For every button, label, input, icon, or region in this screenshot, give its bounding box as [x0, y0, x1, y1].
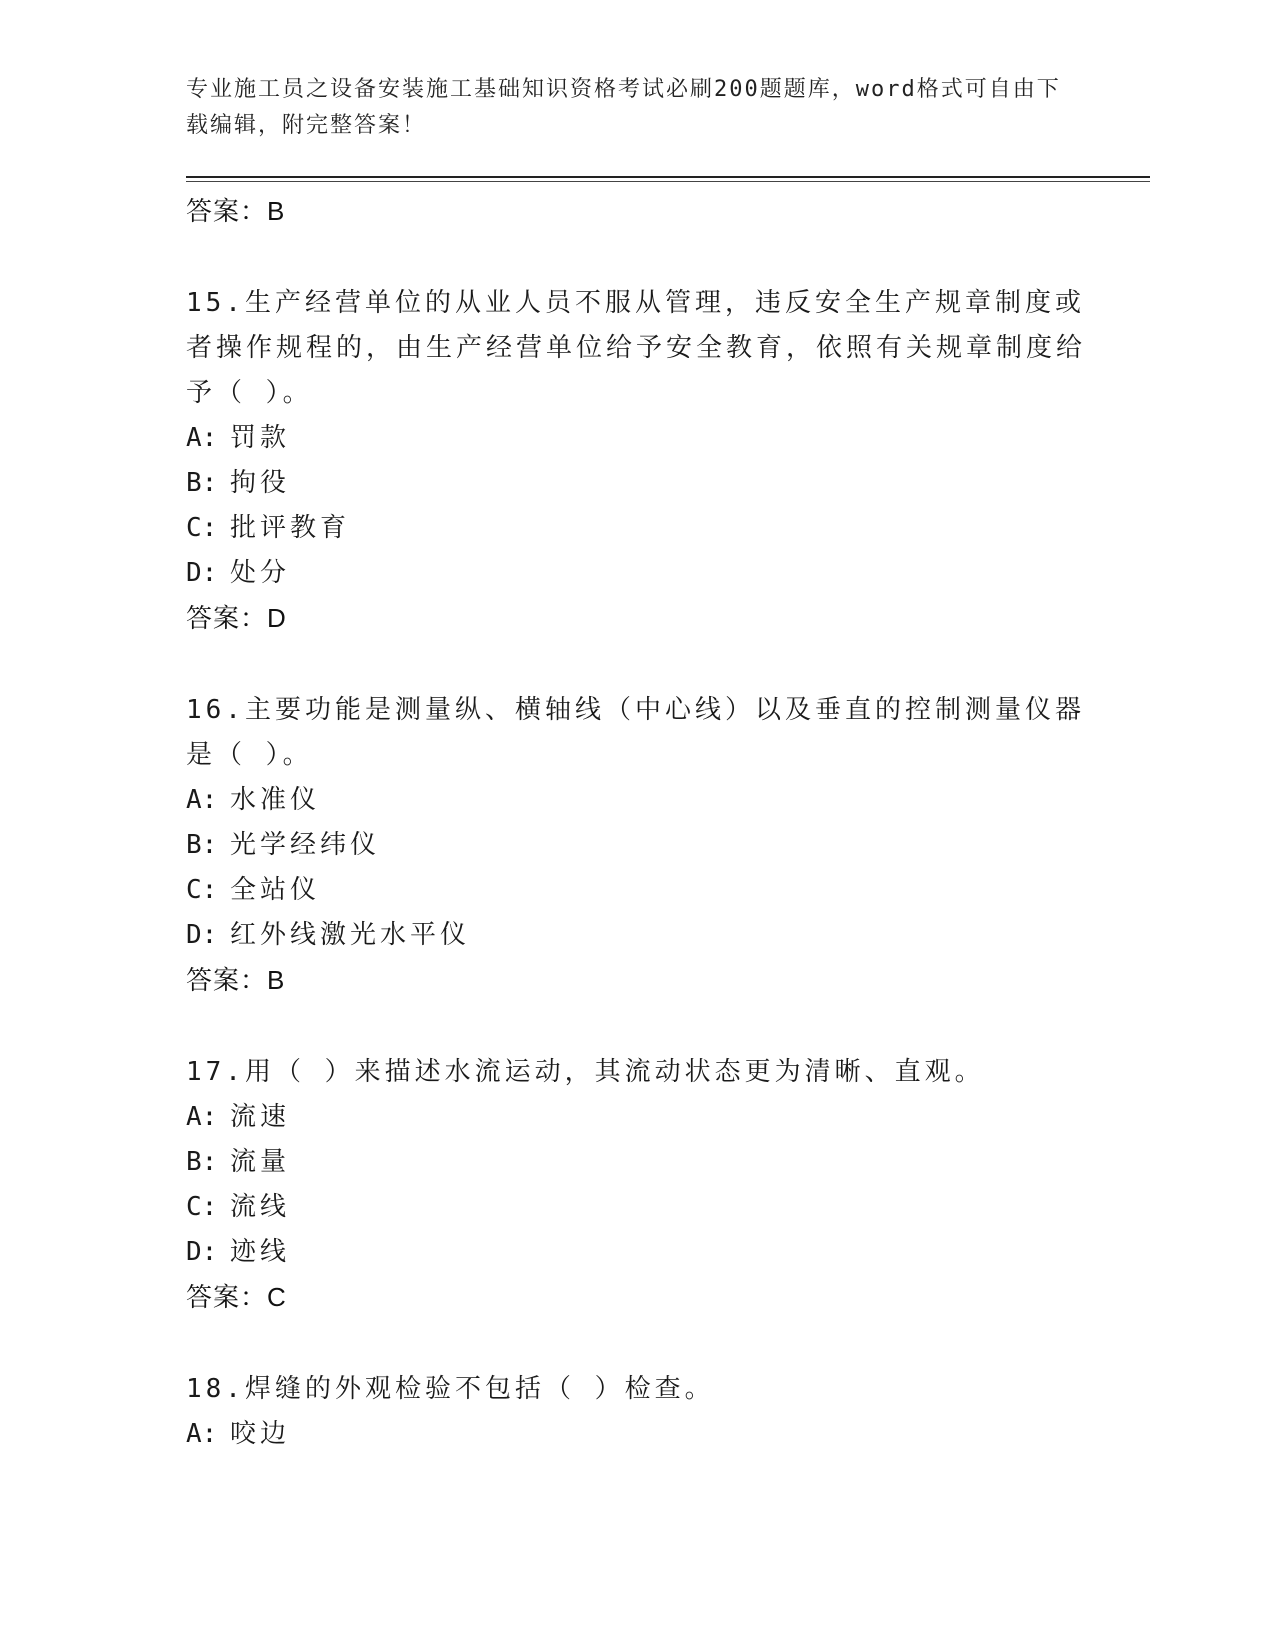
option-b [186, 461, 1086, 506]
option-c [186, 868, 1086, 913]
question-block [186, 1050, 1086, 1319]
option-b [186, 1140, 1086, 1185]
option-text: 水准仪 [230, 785, 321, 815]
answer-line: 答案：B [186, 965, 286, 995]
option-d [186, 1230, 1086, 1275]
answer-line: 答案：D [186, 603, 287, 633]
spacer [186, 1002, 1086, 1050]
option-key: A: [186, 1419, 218, 1449]
question-text: 15.生产经营单位的从业人员不服从管理，违反安全生产规章制度或者操作规程的，由生产经营单位给予安全教育，依照有关规章制度给予（ ）。 [186, 288, 1087, 408]
option-key: C: [186, 1192, 218, 1222]
document-content [186, 189, 1086, 1457]
option-key: B: [186, 1147, 218, 1177]
option-key: C: [186, 513, 218, 543]
option-a [186, 778, 1086, 823]
option-text: 流线 [230, 1192, 291, 1222]
option-b [186, 823, 1086, 868]
option-text: 处分 [230, 558, 291, 588]
option-c [186, 1185, 1086, 1230]
option-text: 流量 [230, 1147, 291, 1177]
option-text: 咬边 [230, 1419, 291, 1449]
question-text: 17.用（ ）来描述水流运动，其流动状态更为清晰、直观。 [186, 1057, 985, 1087]
option-text: 迹线 [230, 1237, 291, 1267]
option-key: D: [186, 1237, 218, 1267]
option-a [186, 1095, 1086, 1140]
option-text: 全站仪 [230, 875, 321, 905]
option-key: A: [186, 423, 218, 453]
option-key: B: [186, 830, 218, 860]
question-text: 18.焊缝的外观检验不包括（ ）检查。 [186, 1374, 715, 1404]
option-text: 罚款 [230, 423, 291, 453]
question-block [186, 1367, 1086, 1457]
question-block [186, 281, 1086, 640]
question-text: 16.主要功能是测量纵、横轴线（中心线）以及垂直的控制测量仪器是（ ）。 [186, 695, 1085, 770]
option-key: A: [186, 785, 218, 815]
option-key: D: [186, 920, 218, 950]
option-text: 拘役 [230, 468, 291, 498]
option-text: 光学经纬仪 [230, 830, 381, 860]
option-a [186, 416, 1086, 461]
option-d [186, 551, 1086, 596]
question-block [186, 688, 1086, 1002]
page-header: 专业施工员之设备安装施工基础知识资格考试必刷200题题库，word格式可自由下载编辑，附完整答案！ [186, 77, 1061, 138]
option-key: D: [186, 558, 218, 588]
spacer [186, 1319, 1086, 1367]
option-text: 批评教育 [230, 513, 351, 543]
option-key: C: [186, 875, 218, 905]
option-key: A: [186, 1102, 218, 1132]
option-text: 红外线激光水平仪 [230, 920, 471, 950]
spacer [186, 640, 1086, 688]
header-divider [186, 176, 1150, 178]
option-c [186, 506, 1086, 551]
answer-line: 答案：B [186, 196, 286, 226]
option-text: 流速 [230, 1102, 291, 1132]
header-divider-thin [186, 181, 1150, 182]
option-key: B: [186, 468, 218, 498]
option-a [186, 1412, 1086, 1457]
spacer [186, 233, 1086, 281]
option-d [186, 913, 1086, 958]
answer-line: 答案：C [186, 1282, 287, 1312]
